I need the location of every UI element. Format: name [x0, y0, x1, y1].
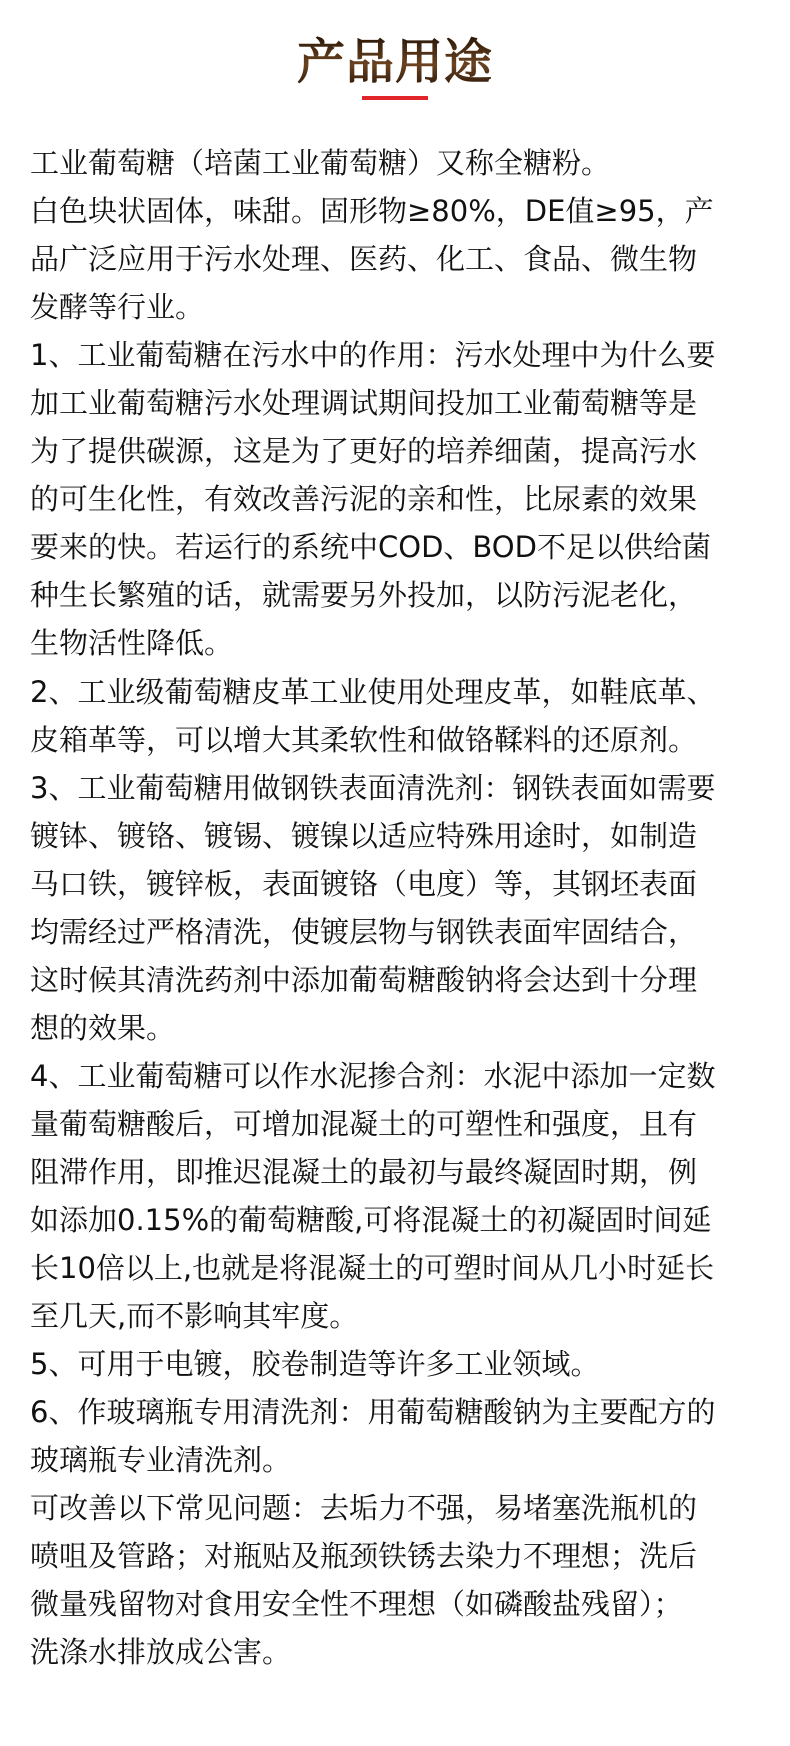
text-line: 生物活性降低。 [30, 626, 234, 661]
text-line: 喷咀及管路；对瓶贴及瓶颈铁锈去染力不理想；洗后 [30, 1539, 698, 1574]
text-line: 发酵等行业。 [30, 290, 205, 325]
text-line: 至几天,而不影响其牢度。 [30, 1299, 359, 1334]
text-line: 种生长繁殖的话，就需要另外投加，以防污泥老化， [30, 578, 698, 613]
text-line: 均需经过严格清洗，使镀层物与钢铁表面牢固结合， [30, 914, 698, 949]
text-line: 如添加0.15%的葡萄糖酸,可将混凝土的初凝固时间延 [30, 1203, 712, 1238]
text-line: 玻璃瓶专业清洗剂。 [30, 1443, 292, 1478]
text-line: 的可生化性，有效改善污泥的亲和性，比尿素的效果 [30, 482, 698, 517]
text-line: 皮箱革等，可以增大其柔软性和做铬鞣料的还原剂。 [30, 722, 698, 757]
text-line: 为了提供碳源，这是为了更好的培养细菌，提高污水 [30, 434, 698, 469]
text-line: 阻滞作用，即推迟混凝土的最初与最终凝固时期，例 [30, 1154, 698, 1189]
text-line: 品广泛应用于污水处理、医药、化工、食品、微生物 [30, 242, 698, 277]
text-line: 工业葡萄糖（培菌工业葡萄糖）又称全糖粉。 [30, 146, 611, 180]
text-line: 镀钵、镀铬、镀锡、镀镍以适应特殊用途时，如制造 [30, 818, 698, 853]
text-line: 量葡萄糖酸后，可增加混凝土的可塑性和强度，且有 [30, 1106, 698, 1141]
text-line: 4、工业葡萄糖可以作水泥掺合剂：水泥中添加一定数 [30, 1058, 716, 1093]
text-line: 1、工业葡萄糖在污水中的作用：污水处理中为什么要 [30, 338, 716, 373]
text-line: 长10倍以上,也就是将混凝土的可塑时间从几小时延长 [30, 1251, 715, 1286]
text-line: 6、作玻璃瓶专用清洗剂：用葡萄糖酸钠为主要配方的 [30, 1395, 716, 1430]
page-title: 产品用途 [0, 36, 790, 88]
text-line: 马口铁，镀锌板，表面镀铬（电度）等，其钢坯表面 [30, 866, 698, 901]
text-line: 可改善以下常见问题：去垢力不强，易堵塞洗瓶机的 [30, 1491, 698, 1526]
text-line: 要来的快。若运行的系统中COD、BOD不足以供给菌 [30, 530, 711, 565]
text-line: 白色块状固体，味甜。固形物≥80%，DE值≥95，产 [30, 194, 714, 229]
text-line: 洗涤水排放成公害。 [30, 1635, 292, 1670]
title-underline [362, 96, 428, 100]
text-line: 3、工业葡萄糖用做钢铁表面清洗剂：钢铁表面如需要 [30, 770, 716, 805]
product-usage-text [30, 139, 775, 1677]
text-line: 加工业葡萄糖污水处理调试期间投加工业葡萄糖等是 [30, 386, 698, 421]
text-line: 2、工业级葡萄糖皮革工业使用处理皮革，如鞋底革、 [30, 674, 716, 709]
text-line: 微量残留物对食用安全性不理想（如磷酸盐残留）； [30, 1587, 683, 1622]
text-line: 5、可用于电镀，胶卷制造等许多工业领域。 [30, 1347, 600, 1382]
text-line: 这时候其清洗药剂中添加葡萄糖酸钠将会达到十分理 [30, 962, 698, 997]
text-line: 想的效果。 [30, 1010, 176, 1045]
